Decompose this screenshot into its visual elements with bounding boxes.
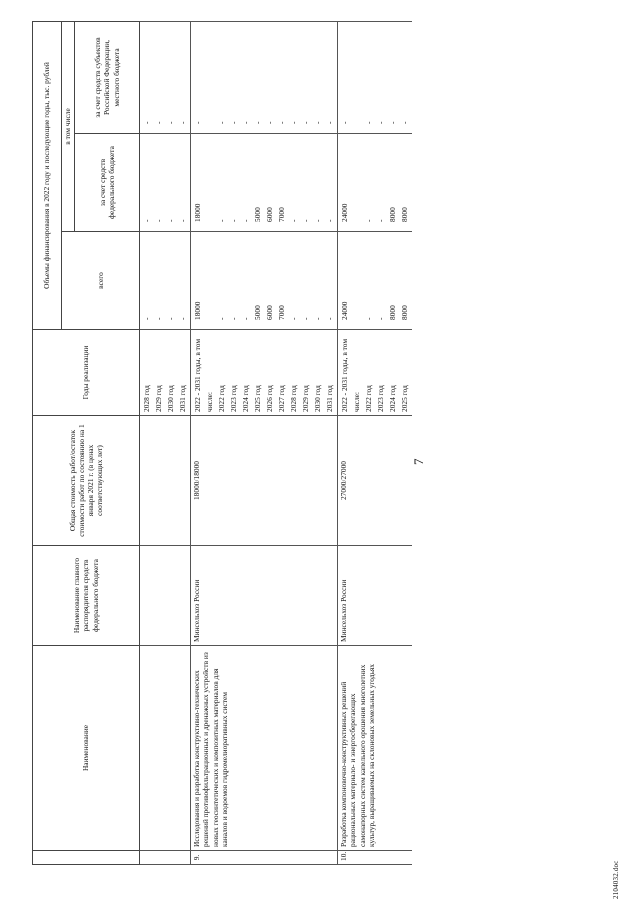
row-total xyxy=(140,232,191,330)
row-years-entry: 2027 год xyxy=(277,385,286,412)
row-cost: 18000/18000 xyxy=(191,416,338,546)
row-name: Разработка компоновочно-конструктивных решений рациональных материало- и энергосберегающих самонапорных систем капельного орошения многолетних культур, выращиваемых на склоновых земельных угодьях xyxy=(338,646,413,851)
row-years-entry: 2022 год xyxy=(217,385,226,412)
col-regional-header: за счет средств субъектов Российской Федерации, местного бюджета xyxy=(75,21,140,133)
row-regional-entry: - xyxy=(400,121,409,124)
row-regional-entry: - xyxy=(313,121,322,124)
row-federal-entry: - xyxy=(178,219,187,222)
row-years-entry: 2029 год xyxy=(154,385,163,412)
row-regional-entry: - xyxy=(142,121,151,124)
row-total-entry: 18000 xyxy=(193,301,202,320)
row-years-entry: 2024 год xyxy=(388,385,397,412)
row-total-entry: - xyxy=(364,317,373,320)
col-distributor-header: Наименование главного распорядителя средств федерального бюджета xyxy=(33,546,140,646)
document-footer: 2104032.doc xyxy=(612,860,620,899)
row-years-entry: 2028 год xyxy=(142,385,151,412)
row-federal-entry: 18000 xyxy=(193,203,202,222)
row-federal-entry: 7000 xyxy=(277,207,286,222)
row-regional-entry: - xyxy=(166,121,175,124)
row-years-entry: 2025 год xyxy=(253,385,262,412)
row-regional-entry: - xyxy=(289,121,298,124)
col-financing-header: Объемы финансирования в 2022 году и последующие годы, тыс. рублей xyxy=(33,21,62,329)
row-distributor: Минсельхоз России xyxy=(191,546,338,646)
row-total-entry: - xyxy=(166,317,175,320)
row-distributor xyxy=(140,546,191,646)
col-number-header xyxy=(33,851,140,865)
row-federal-entry: - xyxy=(313,219,322,222)
col-federal-header: за счет средств федерального бюджета xyxy=(75,134,140,232)
row-federal-entry: - xyxy=(142,219,151,222)
table-body xyxy=(140,21,413,864)
row-federal-entry: 24000 xyxy=(340,203,349,222)
table-row xyxy=(338,21,413,864)
row-total-entry: - xyxy=(313,317,322,320)
row-years xyxy=(140,330,191,416)
row-total xyxy=(338,232,413,330)
row-federal-entry: - xyxy=(217,219,226,222)
row-years-entry: 2026 год xyxy=(265,385,274,412)
row-federal-entry: - xyxy=(376,219,385,222)
row-regional-entry: - xyxy=(154,121,163,124)
row-regional-entry: - xyxy=(253,121,262,124)
row-cost xyxy=(140,416,191,546)
row-number: 9. xyxy=(191,851,338,865)
row-regional-entry: - xyxy=(178,121,187,124)
financing-table xyxy=(32,21,412,865)
row-federal-entry: 8000 xyxy=(388,207,397,222)
row-total-entry: 6000 xyxy=(265,305,274,320)
row-number: 10. xyxy=(338,851,413,865)
header-row-1 xyxy=(33,21,62,864)
row-years xyxy=(338,330,413,416)
col-cost-header: Общая стоимость работ/остаток стоимости работ по состоянию на 1 января 2021 г. (в ценах соответствующих лет) xyxy=(33,416,140,546)
row-federal-entry: 6000 xyxy=(265,207,274,222)
row-years-entry: 2024 год xyxy=(241,385,250,412)
row-name: Исследования и разработка конструктивно-технических решений противофильтрационных и дренажных устройств из новых геосинтетических и композитных материалов для каналов и водоемов гидромелиоративных систем xyxy=(191,646,338,851)
row-cost: 27000/27000 xyxy=(338,416,413,546)
row-regional-entry xyxy=(204,25,216,130)
row-regional xyxy=(338,21,413,133)
row-federal-entry: - xyxy=(229,219,238,222)
row-total-entry: 8000 xyxy=(400,305,409,320)
row-years-entry: 2031 год xyxy=(178,385,187,412)
row-regional-entry: - xyxy=(376,121,385,124)
row-total-entry xyxy=(204,235,216,326)
row-total-entry: - xyxy=(376,317,385,320)
page-number: 7 xyxy=(411,458,426,465)
row-regional-entry: - xyxy=(193,121,202,124)
row-regional-entry: - xyxy=(364,121,373,124)
col-including-header: в том числе xyxy=(62,21,75,231)
row-federal-entry: - xyxy=(325,219,334,222)
row-total-entry: - xyxy=(241,317,250,320)
row-federal-entry: - xyxy=(289,219,298,222)
row-regional-entry: - xyxy=(277,121,286,124)
row-distributor: Минсельхоз России xyxy=(338,546,413,646)
row-total-entry: - xyxy=(289,317,298,320)
col-name-header: Наименование xyxy=(33,646,140,851)
row-total-entry: - xyxy=(217,317,226,320)
row-years-entry: 2025 год xyxy=(400,385,409,412)
row-name xyxy=(140,646,191,851)
row-federal-entry: - xyxy=(301,219,310,222)
row-federal-entry: - xyxy=(364,219,373,222)
row-federal-entry: 5000 xyxy=(253,207,262,222)
row-regional-entry: - xyxy=(229,121,238,124)
row-years-entry: 2029 год xyxy=(301,385,310,412)
row-federal xyxy=(140,134,191,232)
row-federal-entry: 8000 xyxy=(400,207,409,222)
row-total-entry: 5000 xyxy=(253,305,262,320)
row-regional-entry: - xyxy=(301,121,310,124)
row-regional-entry: - xyxy=(217,121,226,124)
row-years-entry: 2022 год xyxy=(364,385,373,412)
row-total-entry xyxy=(351,235,363,326)
row-regional-entry: - xyxy=(241,121,250,124)
row-federal-entry xyxy=(204,137,216,228)
row-years xyxy=(191,330,338,416)
row-regional-entry: - xyxy=(340,121,349,124)
row-regional-entry xyxy=(351,25,363,130)
col-years-header: Годы реализации xyxy=(33,330,140,416)
row-total-entry: - xyxy=(142,317,151,320)
row-years-entry: 2030 год xyxy=(313,385,322,412)
row-number xyxy=(140,851,191,865)
row-years-entry: 2031 год xyxy=(325,385,334,412)
col-total-header: всего xyxy=(62,232,140,330)
row-years-entry: 2028 год xyxy=(289,385,298,412)
row-federal-entry: - xyxy=(241,219,250,222)
row-regional-entry: - xyxy=(325,121,334,124)
row-total-entry: - xyxy=(178,317,187,320)
row-federal-entry: - xyxy=(166,219,175,222)
row-years-entry: 2023 год xyxy=(376,385,385,412)
row-total-entry: - xyxy=(325,317,334,320)
row-years-entry: 2022 - 2031 годы, в том числе: xyxy=(340,338,361,412)
row-regional-entry: - xyxy=(388,121,397,124)
table-row xyxy=(140,21,191,864)
row-federal-entry: - xyxy=(154,219,163,222)
row-regional xyxy=(191,21,338,133)
row-years-entry: 2022 - 2031 годы, в том числе: xyxy=(193,338,214,412)
row-federal xyxy=(191,134,338,232)
row-total-entry: 8000 xyxy=(388,305,397,320)
row-total xyxy=(191,232,338,330)
row-federal xyxy=(338,134,413,232)
row-total-entry: - xyxy=(229,317,238,320)
row-regional xyxy=(140,21,191,133)
row-total-entry: 24000 xyxy=(340,301,349,320)
row-federal-entry xyxy=(351,137,363,228)
row-years-entry: 2023 год xyxy=(229,385,238,412)
row-regional-entry: - xyxy=(265,121,274,124)
table-row xyxy=(191,21,338,864)
row-total-entry: 7000 xyxy=(277,305,286,320)
row-total-entry: - xyxy=(301,317,310,320)
row-total-entry: - xyxy=(154,317,163,320)
row-years-entry: 2030 год xyxy=(166,385,175,412)
